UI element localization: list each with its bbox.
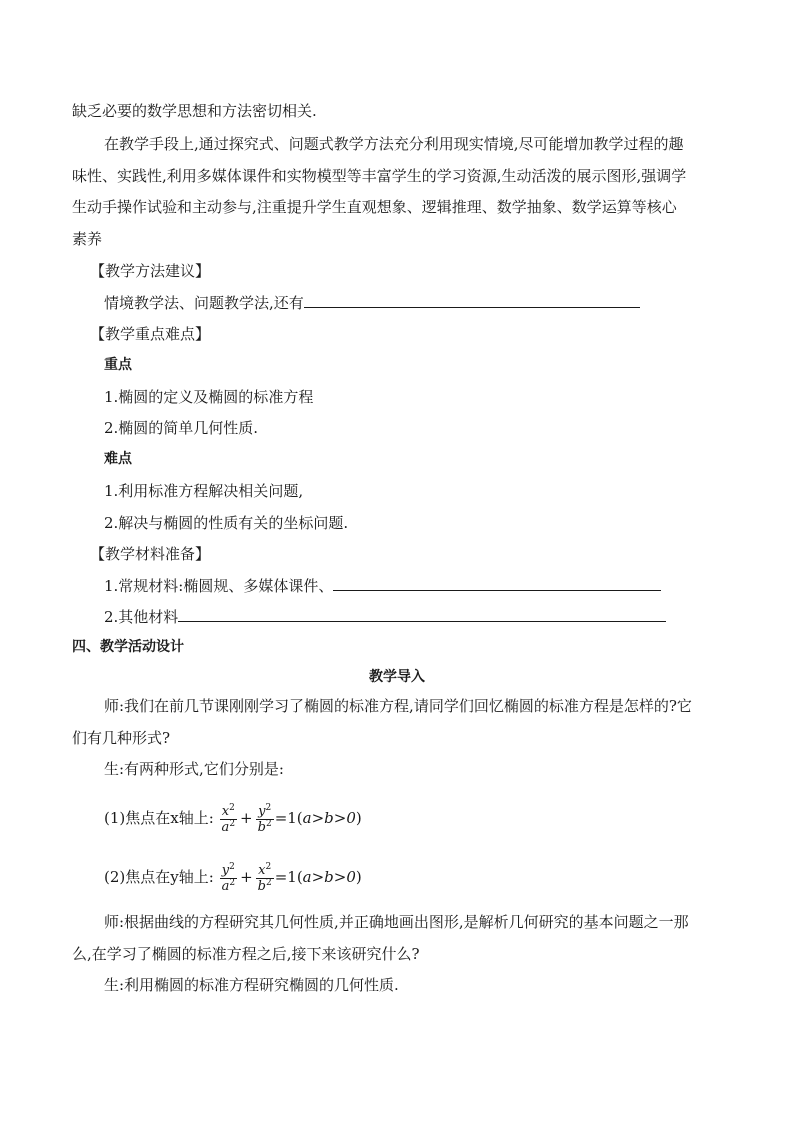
material-line: [104, 606, 666, 627]
section-heading: 四、教学活动设计: [72, 639, 184, 655]
material-text: 2.其他材料: [104, 608, 179, 626]
formula-prefix: (2)焦点在y轴上:: [104, 868, 214, 886]
dialogue-line: 们有几种形式?: [72, 729, 171, 747]
key-heading: 【教学重点难点】: [90, 325, 211, 343]
fill-blank: [333, 575, 661, 591]
paragraph-text: 生动手操作试验和主动参与,注重提升学生直观想象、逻辑推理、数学抽象、数学运算等核心: [72, 198, 677, 216]
formula-x-axis: (1)焦点在x轴上: $\frac{x^2}{a^2}$ + $\frac{y^2}{b^2}$ =1(a>b>0): [104, 802, 362, 835]
paragraph-text: 素养: [72, 230, 103, 248]
dialogue-line: 生:有两种形式,它们分别是:: [104, 760, 284, 778]
fill-blank: [304, 292, 640, 308]
formula-y-axis: (2)焦点在y轴上: $\frac{y^2}{a^2}$ + $\frac{x^2}{b^2}$ =1(a>b>0): [104, 861, 362, 894]
formula-prefix: (1)焦点在x轴上:: [104, 809, 214, 827]
fill-blank: [178, 606, 666, 622]
dialogue-line: 师:根据曲线的方程研究其几何性质,并正确地画出图形,是解析几何研究的基本问题之一那: [104, 913, 689, 931]
difficulty-label: 难点: [104, 451, 132, 467]
fraction: $\frac{y^2}{a^2}$: [221, 861, 236, 894]
method-heading: 【教学方法建议】: [90, 262, 211, 280]
method-line: [104, 292, 640, 313]
method-text: 情境教学法、问题教学法,还有: [104, 294, 304, 312]
material-heading: 【教学材料准备】: [90, 545, 211, 563]
subsection-title: 教学导入: [369, 669, 425, 685]
list-item: 1.利用标准方程解决相关问题,: [104, 482, 304, 500]
list-item: 1.椭圆的定义及椭圆的标准方程: [104, 388, 314, 406]
fraction: $\frac{y^2}{b^2}$: [257, 802, 272, 835]
fraction: $\frac{x^2}{b^2}$: [257, 861, 272, 894]
material-line: [104, 575, 661, 596]
paragraph-text: 在教学手段上,通过探究式、问题式教学方法充分利用现实情境,尽可能增加教学过程的趣: [104, 135, 684, 153]
material-text: 1.常规材料:椭圆规、多媒体课件、: [104, 577, 334, 595]
dialogue-line: 么,在学习了椭圆的标准方程之后,接下来该研究什么?: [72, 945, 420, 963]
paragraph-text: 味性、实践性,利用多媒体课件和实物模型等丰富学生的学习资源,生动活泼的展示图形,强调学: [72, 167, 687, 185]
list-item: 2.解决与椭圆的性质有关的坐标问题.: [104, 514, 349, 532]
paragraph-text: 缺乏必要的数学思想和方法密切相关.: [72, 102, 317, 120]
dialogue-line: 生:利用椭圆的标准方程研究椭圆的几何性质.: [104, 976, 399, 994]
fraction: $\frac{x^2}{a^2}$: [221, 802, 236, 835]
key-label: 重点: [104, 357, 132, 373]
dialogue-line: 师:我们在前几节课刚刚学习了椭圆的标准方程,请同学们回忆椭圆的标准方程是怎样的?它: [104, 697, 692, 715]
list-item: 2.椭圆的简单几何性质.: [104, 419, 259, 437]
